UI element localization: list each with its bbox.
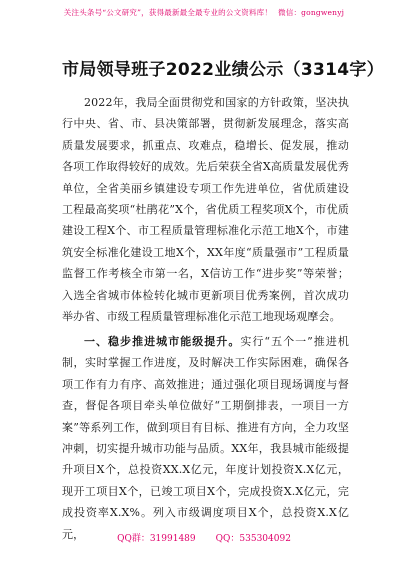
header-wechat-text: 微信：gongwenyj [278,8,345,17]
footer-qq-group: QQ群：31991489 [117,534,196,544]
header-follow-text: 关注头条号“公文研究”，获得最新最全最专业的公文资料库！ [63,8,273,17]
footer-bar [0,531,408,544]
section1-heading: 一、稳步推进城市能级提升。 [84,335,241,348]
footer-qq-contact: QQ：535304092 [215,534,291,544]
document-title: 市局领导班子2022业绩公示（3314字） [62,60,384,80]
header-banner [0,7,408,18]
intro-paragraph: 2022年，我局全面贯彻党和国家的方针政策，坚决执行中央、省、市、县决策部署，贯彻新发展理念，落实高质量发展要求，抓重点、攻难点，稳增长、促发展，推动各项工作取得较好的成效。先后荣获全省X高质量发展优秀单位，全省美丽乡镇建设专项工作先进单位，省优质建设工程最高奖项“杜鹃花”X个，省优质工程奖项X个，市优质建设工程X个、市工程质量管理标准化示范工地X个，市建筑安全标准化建设工地X个，XX年度“质量强市”工程质量监督工作考核全市第一名，X信访工作“进步奖”等荣誉；入选全省城市体检转化城市更新项目优秀案例，首次成功举办省、市级工程质量管理标准化示范工地现场观摩会。 [62,96,349,324]
section1-body: 实行“五个一”推进机制，实时掌握工作进度，及时解决工作实际困难，确保各项工作有力有序、高效推进；通过强化项目现场调度与督查，督促各项目牵头单位做好“工期倒排表，一项目一方案”等系列工作，做到项目有目标、推进有方向，全力攻坚冲刺，切实提升城市功能与品质。XX年，我县城市能级提升项目X个，总投资XX.X亿元，年度计划投资X.X亿元，现开工项目X个，已竣工项目X个，完成投资X.X亿元，完成投资率X.X%。列入市级调度项目X个，总投资X.X亿元， [62,335,350,541]
section1-paragraph [62,331,349,545]
